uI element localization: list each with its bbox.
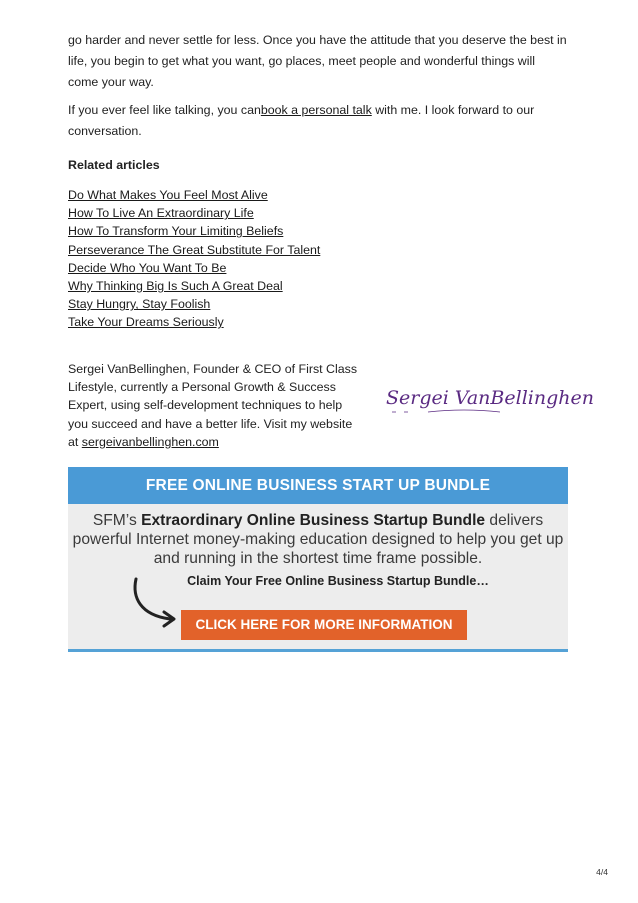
page-number: 4/4 (596, 867, 608, 877)
more-info-button[interactable]: CLICK HERE FOR MORE INFORMATION (181, 610, 467, 640)
related-articles-list (68, 186, 568, 332)
contact-text-end: with me. I look forward to our conversation. (68, 103, 535, 138)
author-website-link[interactable]: sergeivanbellinghen.com (81, 434, 219, 449)
related-article-link[interactable]: Do What Makes You Feel Most Alive (68, 188, 268, 202)
related-articles-heading: Related articles (68, 158, 160, 172)
related-article-link[interactable]: Perseverance The Great Substitute For Talent (68, 242, 321, 257)
banner-desc-rest: delivers powerful Internet money-making education designed to help you get up and running in the shortest time frame possible. (72, 512, 564, 567)
related-article-link[interactable]: How To Transform Your Limiting Beliefs (68, 224, 284, 239)
related-article-link[interactable]: How To Live An Extraordinary Life (68, 206, 254, 221)
book-talk-link[interactable]: book a personal talk (260, 103, 372, 117)
author-bio-text: Sergei VanBellinghen, Founder & CEO of First Class Lifestyle, currently a Personal Growth & Success Expert, using self-development techniques to help you succeed and have a better life. Visit my website at (68, 362, 358, 449)
article-paragraph: go harder and never settle for less. Once you have the attitude that you deserve the best in life, you begin to get what you want, go places, meet people and wonderful things will come your way. (68, 33, 567, 89)
banner-title: FREE ONLINE BUSINESS START UP BUNDLE (68, 467, 568, 504)
banner-desc-prefix: SFM’s (92, 512, 142, 529)
related-article-link[interactable]: Stay Hungry, Stay Foolish (68, 297, 211, 312)
banner-desc-bold: Extraordinary Online Business Startup Bundle (141, 512, 486, 529)
startup-bundle-banner[interactable] (68, 467, 568, 652)
contact-text: If you ever feel like talking, you can (68, 103, 261, 117)
contact-paragraph (68, 100, 568, 142)
author-bio (68, 360, 358, 451)
related-article-link[interactable]: Why Thinking Big Is Such A Great Deal (68, 279, 283, 294)
signature-text: Sergei VanBellinghen (386, 387, 594, 409)
article-body (68, 30, 568, 332)
curved-arrow-icon (126, 575, 184, 631)
signature-image (384, 382, 594, 416)
related-article-link[interactable]: Take Your Dreams Seriously (68, 315, 224, 330)
banner-claim-text: Claim Your Free Online Business Startup Bundle… (187, 574, 489, 588)
banner-description (68, 511, 568, 568)
related-article-link[interactable]: Decide Who You Want To Be (68, 260, 227, 275)
